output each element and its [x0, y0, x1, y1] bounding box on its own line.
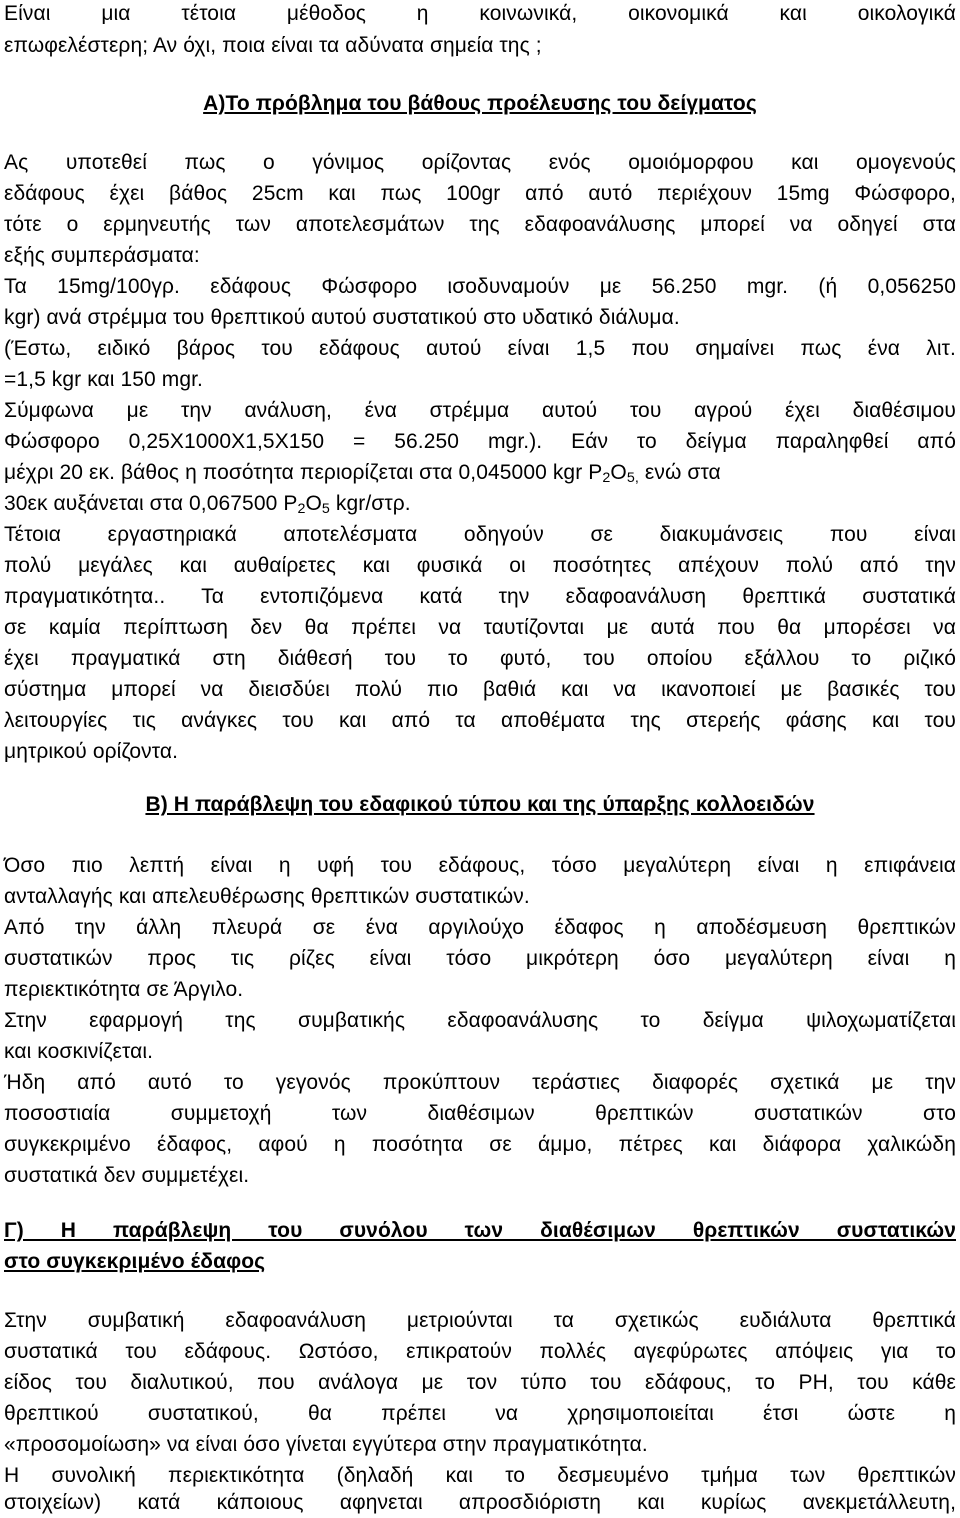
- section-a-line: λειτουργίες τις ανάγκες του και από τα αποθέματα της στερεής φάσης και του: [4, 709, 956, 732]
- section-b-line: Στην εφαρμογή της συμβατικής εδαφοανάλυσης το δείγμα ψιλοχωματίζεται: [4, 1009, 956, 1032]
- section-a-line: Ας υποτεθεί πως ο γόνιμος ορίζοντας ενός ομοιόμορφου και ομογενούς: [4, 151, 956, 174]
- section-a-formula-line-2: [4, 490, 956, 518]
- section-a-line: Σύμφωνα με την ανάλυση, ένα στρέμμα αυτού του αγρού έχει διαθέσιμου: [4, 399, 956, 422]
- section-c-heading-line-1: Γ) Η παράβλεψη του συνόλου των διαθέσιμων θρεπτικών συστατικών: [4, 1219, 956, 1242]
- section-c-line: θρεπτικού συστατικού, θα πρέπει να χρησιμοποιείται έτσι ώστε η: [4, 1402, 956, 1425]
- section-a-heading: Α)Το πρόβλημα του βάθους προέλευσης του δείγματος: [203, 92, 757, 115]
- section-c-line: συστατικά του εδάφους. Ωστόσο, επικρατούν πολλές αγεφύρωτες απόψεις για το: [4, 1340, 956, 1363]
- formula-1-sub-1: 2: [602, 470, 611, 486]
- section-c-line: «προσομοίωση» να είναι όσο γίνεται εγγύτερα στην πραγματικότητα.: [4, 1433, 648, 1456]
- section-b-line: συστατικά δεν συμμετέχει.: [4, 1164, 250, 1187]
- section-b-line: συστατικών προς τις ρίζες είναι τόσο μικρότερη όσο μεγαλύτερη είναι η: [4, 947, 956, 970]
- section-c-line: είδος του διαλυτικού, που ανάλογα με τον τύπο του εδάφους, το PH, του κάθε: [4, 1371, 956, 1394]
- section-a-line: πραγματικότητα.. Τα εντοπιζόμενα κατά την εδαφοανάλυση θρεπτικά συστατικά: [4, 585, 956, 608]
- intro-line-2: επωφελέστερη; Αν όχι, ποια είναι τα αδύνατα σημεία της ;: [4, 34, 542, 57]
- section-a-line: Τα 15mg/100γρ. εδάφους Φώσφορο ισοδυναμούν με 56.250 mgr. (ή 0,056250: [4, 275, 956, 298]
- section-c-line: Στην συμβατική εδαφοανάλυση μετριούνται τα σχετικώς ευδιάλυτα θρεπτικά: [4, 1309, 956, 1332]
- formula-2-tail: kgr/στρ.: [329, 492, 411, 515]
- section-a-line: τότε ο ερμηνευτής των αποτελεσμάτων της εδαφοανάλυσης μπορεί να οδηγεί στα: [4, 213, 956, 236]
- section-a-formula-line-1: [4, 459, 956, 487]
- section-b-line: συγκεκριμένο έδαφος, αφού η ποσότητα σε άμμο, πέτρες και διάφορα χαλικώδη: [4, 1133, 956, 1156]
- section-b-line: Ήδη από αυτό το γεγονός προκύπτουν τεράστιες διαφορές σχετικά με την: [4, 1071, 956, 1094]
- section-b-line: Όσο πιο λεπτή είναι η υφή του εδάφους, τόσο μεγαλύτερη είναι η επιφάνεια: [4, 854, 956, 877]
- section-b-line: ποσοστιαία συμμετοχή των διαθέσιμων θρεπτικών συστατικών στο: [4, 1102, 956, 1125]
- section-a-line: πολύ μεγάλες και αυθαίρετες και φυσικά οι ποσότητες απέχουν πολύ από την: [4, 554, 956, 577]
- section-a-line: εξής συμπεράσματα:: [4, 244, 200, 267]
- section-a-line: έχει πραγματικά στη διάθεσή του το φυτό, του οποίου εξάλλου το ριζικό: [4, 647, 956, 670]
- section-a-line: Τέτοια εργαστηριακά αποτελέσματα οδηγούν σε διακυμάνσεις που είναι: [4, 523, 956, 546]
- section-a-line: σύστημα μπορεί να διεισδύει πολύ πιο βαθιά και να ικανοποιεί με βασικές του: [4, 678, 956, 701]
- section-a-line: μητρικού ορίζοντα.: [4, 740, 179, 763]
- intro-line-1: Είναι μια τέτοια μέθοδος η κοινωνικά, οικονομικά και οικολογικά: [4, 2, 956, 25]
- section-b-line: ανταλλαγής και απελευθέρωσης θρεπτικών συστατικών.: [4, 885, 530, 908]
- formula-2-sub-2: 5: [321, 501, 330, 517]
- section-c-heading-line-2: στο συγκεκριμένο έδαφος: [4, 1250, 266, 1273]
- section-a-line: εδάφους έχει βάθος 25cm και πως 100gr από αυτό περιέχουν 15mg Φώσφορο,: [4, 182, 956, 205]
- section-b-line: περιεκτικότητα σε Άργιλο.: [4, 978, 244, 1001]
- formula-1-tail: ενώ στα: [638, 461, 721, 484]
- section-b-heading: Β) Η παράβλεψη του εδαφικού τύπου και της ύπαρξης κολλοειδών: [145, 793, 815, 816]
- section-a-line: (Έστω, ειδικό βάρος του εδάφους αυτού είναι 1,5 που σημαίνει πως ένα λιτ.: [4, 337, 956, 360]
- section-b-line: Από την άλλη πλευρά σε ένα αργιλούχο έδαφος η αποδέσμευση θρεπτικών: [4, 916, 956, 939]
- section-b-line: και κοσκινίζεται.: [4, 1040, 154, 1063]
- section-a-line: Φώσφορο 0,25Χ1000Χ1,5Χ150 = 56.250 mgr.). Εάν το δείγμα παραληφθεί από: [4, 430, 956, 453]
- section-c-line: Η συνολική περιεκτικότητα (δηλαδή και το δεσμευμένο τμήμα των θρεπτικών: [4, 1464, 956, 1487]
- formula-1-sub-2: 5,: [626, 470, 639, 486]
- formula-2-sub-1: 2: [297, 501, 306, 517]
- section-a-line: kgr) ανά στρέμμα του θρεπτικού αυτού συστατικού στο υδατικό διάλυμα.: [4, 306, 680, 329]
- formula-2-mid: O: [305, 492, 322, 515]
- section-a-line: σε καμία περίπτωση δεν θα πρέπει να ταυτίζονται με αυτά που θα μπορέσει να: [4, 616, 956, 639]
- formula-1-text: μέχρι 20 εκ. βάθος η ποσότητα περιορίζεται στα 0,045000 kgr P: [4, 461, 603, 484]
- formula-2-text: 30εκ αυξάνεται στα 0,067500 P: [4, 492, 298, 515]
- section-a-line: =1,5 kgr και 150 mgr.: [4, 368, 203, 391]
- formula-1-mid: O: [610, 461, 627, 484]
- section-c-line: στοιχείων) κατά κάποιους αφηνεται απροσδιόριστη και κυρίως ανεκμετάλλευτη,: [4, 1491, 956, 1514]
